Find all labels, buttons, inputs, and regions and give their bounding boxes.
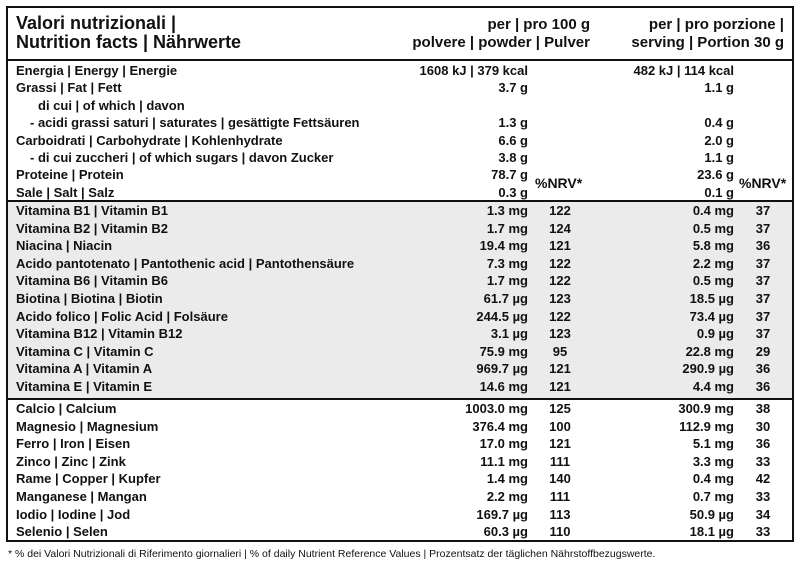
table-row: [8, 184, 792, 202]
nrv-per-serving: 37: [755, 255, 771, 271]
nutrient-name: - acidi grassi saturi | saturates | gesättigte Fettsäuren: [30, 115, 360, 131]
nutrient-name: Vitamina B2 | Vitamin B2: [16, 220, 168, 236]
table-row: [8, 343, 792, 361]
nrv-per-serving: 37: [755, 220, 771, 236]
nrv-header-per-serving: %NRV*: [739, 175, 787, 191]
nutrient-name: Vitamina B12 | Vitamin B12: [16, 326, 183, 342]
value-per-serving: 0.4 mg: [692, 203, 734, 218]
nutrient-name: Niacina | Niacin: [16, 238, 113, 254]
nrv-per-serving: 37: [755, 273, 771, 289]
nrv-per-serving: 37: [755, 291, 771, 306]
value-per-100g: 17.0 mg: [479, 436, 528, 452]
value-per-100g: 6.6 g: [498, 132, 528, 148]
value-per-100g: 3.8 g: [498, 150, 528, 165]
per-100g-header-line-1: per | pro 100 g: [487, 16, 590, 33]
value-per-serving: 0.4 g: [704, 115, 734, 131]
table-row: [8, 378, 792, 396]
nutrient-name: Selenio | Selen: [16, 524, 108, 540]
nutrient-name: Rame | Copper | Kupfer: [16, 471, 161, 487]
value-per-serving: 2.0 g: [704, 132, 734, 148]
value-per-100g: 1.3 g: [498, 115, 528, 131]
table-row: [8, 220, 792, 238]
nutrient-name: Iodio | Iodine | Jod: [16, 506, 131, 522]
value-per-serving: 5.8 mg: [692, 238, 734, 254]
nutrient-name: Biotina | Biotina | Biotin: [16, 291, 163, 306]
footnote: * % dei Valori Nutrizionali di Riferimento giornalieri | % of daily Nutrient Reference Values | Prozentsatz der täglichen Nährstoffbezugswerte.: [8, 548, 656, 560]
nrv-per-serving: 33: [755, 489, 771, 504]
nrv-per-100g: 122: [549, 308, 571, 324]
value-per-100g: 376.4 mg: [472, 418, 528, 434]
nrv-per-serving: 36: [755, 361, 771, 377]
table-row: [8, 132, 792, 150]
nutrient-name: Acido pantotenato | Pantothenic acid | Pantothensäure: [16, 255, 355, 271]
nutrient-name: Carboidrati | Carbohydrate | Kohlenhydrate: [16, 132, 283, 148]
nrv-per-100g: 124: [549, 220, 571, 236]
macronutrients-section: [8, 61, 792, 201]
nutrient-name: di cui | of which | davon: [38, 97, 185, 113]
value-per-serving: 482 kJ | 114 kcal: [633, 63, 734, 78]
value-per-serving: 0.5 mg: [692, 273, 734, 289]
value-per-100g: 1608 kJ | 379 kcal: [419, 63, 528, 78]
nutrient-name: Grassi | Fat | Fett: [16, 80, 122, 96]
table-row: [8, 418, 792, 436]
value-per-serving: 5.1 mg: [692, 436, 734, 452]
table-row: [8, 400, 792, 418]
value-per-100g: 14.6 mg: [479, 379, 528, 394]
value-per-serving: 0.7 mg: [692, 489, 734, 504]
nrv-per-serving: 37: [755, 326, 771, 342]
nrv-per-100g: 111: [549, 489, 571, 504]
nrv-per-100g: 123: [549, 326, 571, 342]
nutrient-name: Energia | Energy | Energie: [16, 63, 178, 78]
nutrient-name: Ferro | Iron | Eisen: [16, 436, 131, 452]
value-per-100g: 2.2 mg: [486, 489, 528, 504]
nrv-per-100g: 110: [549, 524, 571, 540]
value-per-100g: 75.9 mg: [479, 343, 528, 359]
nrv-per-serving: 37: [755, 308, 771, 324]
table-row: [8, 360, 792, 378]
value-per-100g: 3.7 g: [498, 80, 528, 96]
table-row: [8, 488, 792, 506]
value-per-100g: 1.3 mg: [486, 203, 528, 218]
table-title: [16, 14, 241, 52]
per-serving-column-header: [598, 16, 784, 52]
value-per-100g: 19.4 mg: [479, 238, 528, 254]
value-per-serving: 22.8 mg: [685, 343, 734, 359]
nrv-per-serving: 33: [755, 524, 771, 540]
nrv-per-serving: 29: [755, 343, 771, 359]
value-per-serving: 0.5 mg: [692, 220, 734, 236]
table-row: [8, 325, 792, 343]
value-per-serving: 300.9 mg: [678, 401, 734, 416]
table-row: [8, 453, 792, 471]
nrv-per-100g: 121: [549, 436, 571, 452]
value-per-100g: 0.3 g: [498, 184, 528, 200]
nutrient-name: - di cui zuccheri | of which sugars | davon Zucker: [30, 150, 334, 165]
value-per-100g: 1.7 mg: [486, 220, 528, 236]
table-row: [8, 470, 792, 488]
nrv-per-serving: 30: [755, 418, 771, 434]
value-per-100g: 7.3 mg: [486, 255, 528, 271]
nrv-per-serving: 36: [755, 238, 771, 254]
nrv-per-100g: 125: [549, 401, 571, 416]
per-100g-column-header: [368, 16, 590, 52]
table-row: [8, 202, 792, 220]
nrv-per-100g: 95: [552, 343, 568, 359]
value-per-serving: 23.6 g: [697, 167, 734, 183]
value-per-serving: 1.1 g: [704, 150, 734, 165]
nrv-per-100g: 140: [549, 471, 571, 487]
table-row: [8, 97, 792, 115]
nrv-per-100g: 122: [549, 273, 571, 289]
nrv-per-serving: 36: [755, 436, 771, 452]
value-per-100g: 78.7 g: [491, 167, 528, 183]
table-row: [8, 272, 792, 290]
nrv-per-serving: 34: [755, 506, 771, 522]
vitamins-section: [8, 200, 792, 400]
nrv-per-serving: 33: [755, 453, 771, 469]
value-per-serving: 112.9 mg: [679, 418, 734, 434]
nutrient-name: Sale | Salt | Salz: [16, 184, 115, 200]
value-per-serving: 0.9 µg: [696, 326, 734, 342]
table-row: [8, 149, 792, 167]
value-per-100g: 3.1 µg: [490, 326, 528, 342]
value-per-serving: 18.1 µg: [689, 524, 734, 540]
table-row: [8, 237, 792, 255]
value-per-100g: 969.7 µg: [476, 361, 528, 377]
nutrient-name: Calcio | Calcium: [16, 401, 117, 416]
nrv-per-100g: 113: [549, 506, 571, 522]
table-row: [8, 435, 792, 453]
value-per-serving: 18.5 µg: [689, 291, 734, 306]
value-per-100g: 1.7 mg: [486, 273, 528, 289]
nrv-per-100g: 123: [549, 291, 571, 306]
value-per-serving: 4.4 mg: [692, 379, 734, 394]
table-row: [8, 255, 792, 273]
nrv-per-100g: 121: [549, 379, 571, 394]
value-per-serving: 73.4 µg: [689, 308, 734, 324]
nrv-per-serving: 38: [755, 401, 771, 416]
nrv-per-serving: 37: [755, 203, 771, 218]
table-row: [8, 506, 792, 524]
nrv-per-100g: 122: [549, 203, 571, 218]
nutrient-name: Proteine | Protein: [16, 167, 124, 183]
table-row: [8, 308, 792, 326]
value-per-100g: 1003.0 mg: [465, 401, 528, 416]
nrv-header-per-100g: %NRV*: [535, 175, 583, 191]
nrv-per-100g: 121: [549, 361, 571, 377]
value-per-serving: 50.9 µg: [689, 506, 734, 522]
value-per-serving: 1.1 g: [704, 80, 734, 96]
value-per-serving: 0.4 mg: [692, 471, 734, 487]
nutrient-name: Vitamina B6 | Vitamin B6: [16, 273, 168, 289]
nrv-per-100g: 121: [549, 238, 571, 254]
value-per-100g: 169.7 µg: [476, 506, 528, 522]
nrv-per-serving: 36: [755, 379, 771, 394]
value-per-serving: 0.1 g: [704, 184, 734, 200]
value-per-serving: 290.9 µg: [682, 361, 734, 377]
nutrient-name: Acido folico | Folic Acid | Folsäure: [16, 308, 228, 324]
table-row: [8, 62, 792, 80]
value-per-serving: 3.3 mg: [692, 453, 734, 469]
nrv-per-100g: 122: [549, 255, 571, 271]
per-serving-header-line-1: per | pro porzione |: [648, 16, 784, 33]
nutrient-name: Magnesio | Magnesium: [16, 418, 159, 434]
nutrient-name: Vitamina B1 | Vitamin B1: [16, 203, 168, 218]
nutrient-name: Vitamina A | Vitamin A: [16, 361, 153, 377]
value-per-serving: 2.2 mg: [692, 255, 734, 271]
nutrient-name: Vitamina E | Vitamin E: [16, 379, 153, 394]
per-100g-header-line-2: polvere | powder | Pulver: [412, 34, 590, 51]
value-per-100g: 244.5 µg: [476, 308, 528, 324]
table-header: [8, 8, 792, 61]
nrv-per-serving: 42: [755, 471, 771, 487]
table-row: [8, 114, 792, 132]
nrv-per-100g: 100: [549, 418, 571, 434]
minerals-section: [8, 400, 792, 540]
table-row: [8, 166, 792, 184]
title-line-1: Valori nutrizionali |: [16, 13, 177, 33]
value-per-100g: 1.4 mg: [486, 471, 528, 487]
nrv-per-100g: 111: [549, 453, 571, 469]
per-serving-header-line-2: serving | Portion 30 g: [631, 34, 784, 51]
nutrient-name: Vitamina C | Vitamin C: [16, 343, 154, 359]
nutrition-table: [6, 6, 794, 542]
table-row: [8, 523, 792, 541]
nutrient-name: Zinco | Zinc | Zink: [16, 453, 126, 469]
value-per-100g: 60.3 µg: [483, 524, 528, 540]
value-per-100g: 11.1 mg: [480, 453, 528, 469]
title-line-2: Nutrition facts | Nährwerte: [16, 32, 242, 52]
value-per-100g: 61.7 µg: [483, 291, 528, 306]
nutrient-name: Manganese | Mangan: [16, 489, 147, 504]
table-row: [8, 290, 792, 308]
table-row: [8, 79, 792, 97]
